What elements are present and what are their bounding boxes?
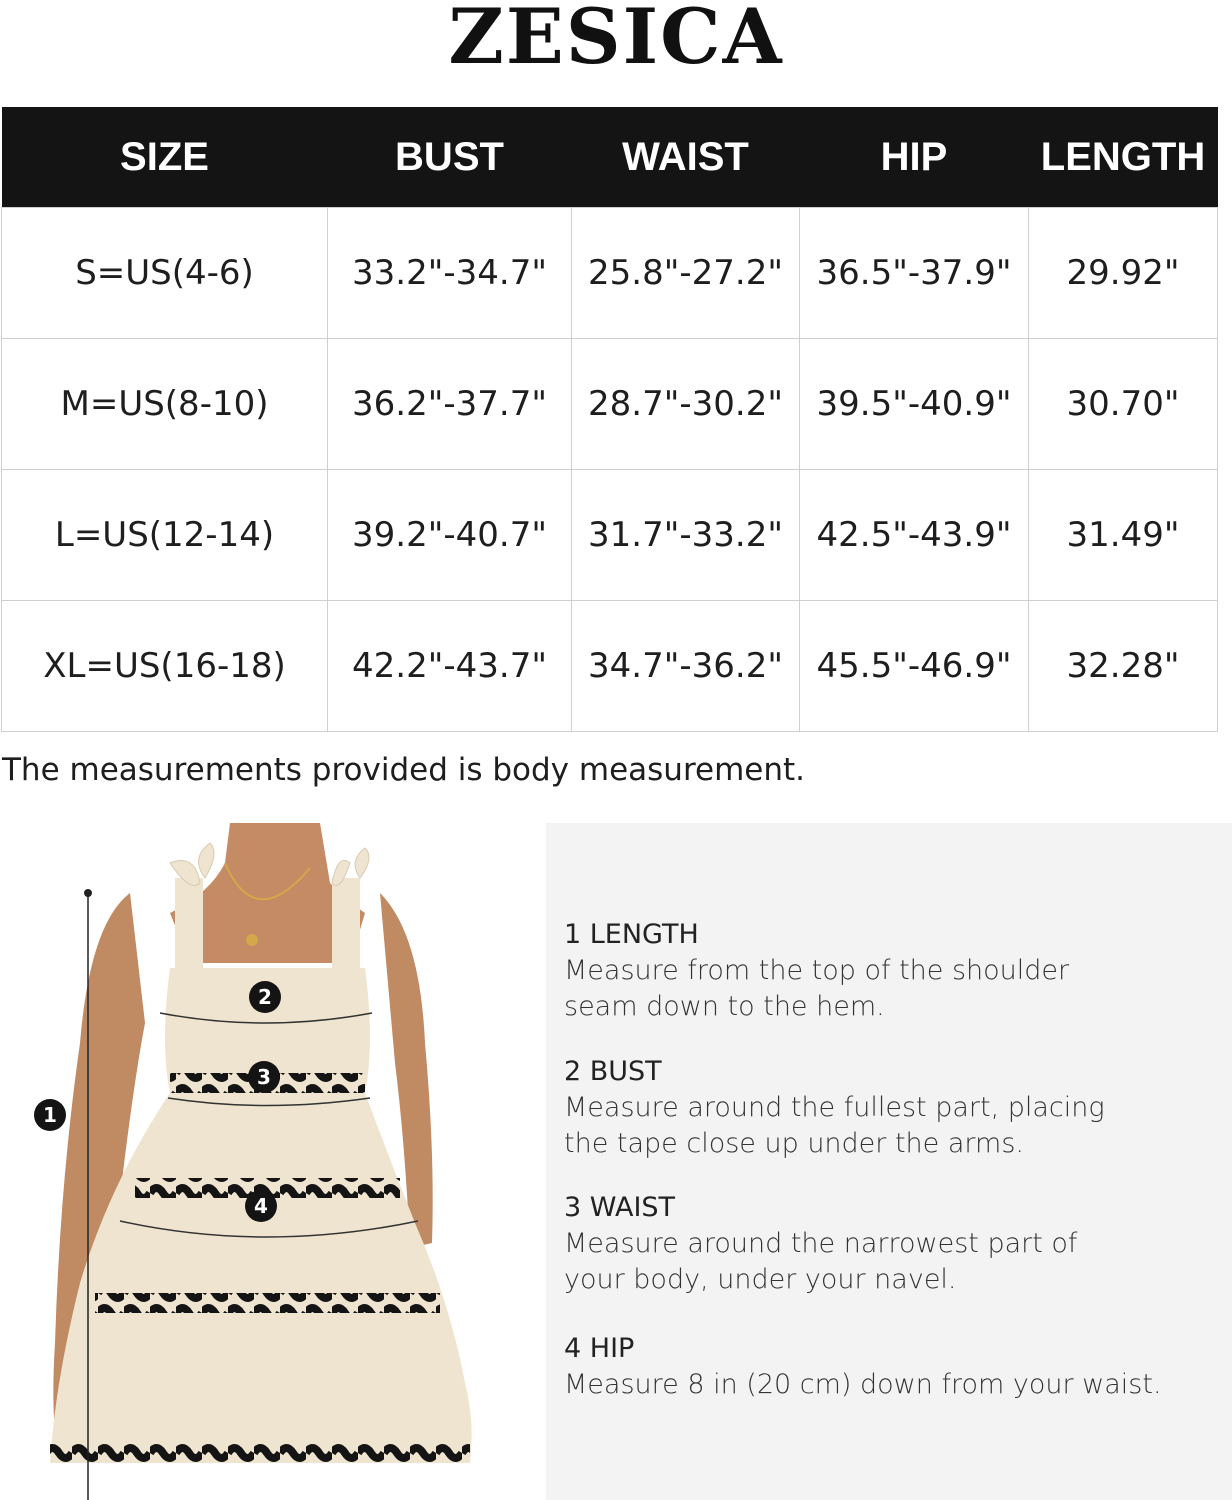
left-strap	[175, 878, 203, 978]
marker-3	[248, 1061, 280, 1093]
cell-size: XL=US(16-18)	[2, 601, 328, 732]
cell-hip: 42.5"-43.9"	[800, 470, 1029, 601]
measurement-guide-panel	[546, 823, 1232, 1500]
header-length: LENGTH	[1029, 107, 1218, 208]
cell-hip: 36.5"-37.9"	[800, 208, 1029, 339]
table-row	[2, 339, 1218, 470]
header-hip: HIP	[800, 107, 1029, 208]
guide-hip-line-1: Measure 8 in (20 cm) down from your waist.	[564, 1369, 1162, 1400]
size-chart-table	[1, 107, 1218, 732]
guide-hip-title: 4 HIP	[564, 1333, 635, 1364]
cell-size: L=US(12-14)	[2, 470, 328, 601]
guide-waist-line-1: Measure around the narrowest part of	[564, 1228, 1078, 1259]
header-bust: BUST	[328, 107, 572, 208]
guide-length-line-1: Measure from the top of the shoulder	[564, 955, 1070, 986]
table-row	[2, 601, 1218, 732]
marker-2	[249, 981, 281, 1013]
cell-bust: 33.2"-34.7"	[328, 208, 572, 339]
guide-bust	[564, 1054, 1204, 1162]
guide-length-line-2: seam down to the hem.	[564, 991, 885, 1022]
marker-1	[34, 1099, 66, 1131]
cell-size: S=US(4-6)	[2, 208, 328, 339]
brand-logo: ZESICA	[448, 0, 784, 81]
cell-bust: 39.2"-40.7"	[328, 470, 572, 601]
guide-bust-title: 2 BUST	[564, 1056, 662, 1087]
guide-hip	[564, 1331, 1204, 1403]
guide-length	[564, 917, 1204, 1025]
guide-bust-line-1: Measure around the fullest part, placing	[564, 1092, 1105, 1123]
cell-length: 32.28"	[1029, 601, 1218, 732]
cell-length: 29.92"	[1029, 208, 1218, 339]
svg-text:1: 1	[43, 1103, 57, 1127]
cell-waist: 28.7"-30.2"	[572, 339, 800, 470]
right-strap	[332, 878, 360, 978]
cell-bust: 36.2"-37.7"	[328, 339, 572, 470]
cell-length: 30.70"	[1029, 339, 1218, 470]
cell-length: 31.49"	[1029, 470, 1218, 601]
header-waist: WAIST	[572, 107, 800, 208]
guide-waist	[564, 1190, 1204, 1298]
trim-hem	[50, 1443, 470, 1463]
cell-waist: 25.8"-27.2"	[572, 208, 800, 339]
trim-tier-2	[95, 1293, 440, 1313]
cell-hip: 39.5"-40.9"	[800, 339, 1029, 470]
measurement-note: The measurements provided is body measurement.	[2, 752, 806, 788]
cell-hip: 45.5"-46.9"	[800, 601, 1029, 732]
table-row	[2, 470, 1218, 601]
table-row	[2, 208, 1218, 339]
dress-illustration	[20, 823, 490, 1500]
marker-4	[245, 1190, 277, 1222]
cell-size: M=US(8-10)	[2, 339, 328, 470]
svg-text:2: 2	[258, 985, 272, 1009]
cell-bust: 42.2"-43.7"	[328, 601, 572, 732]
svg-text:4: 4	[254, 1194, 268, 1218]
svg-text:3: 3	[257, 1065, 271, 1089]
guide-waist-title: 3 WAIST	[564, 1192, 676, 1223]
cell-waist: 34.7"-36.2"	[572, 601, 800, 732]
cell-waist: 31.7"-33.2"	[572, 470, 800, 601]
table-header-row	[2, 107, 1218, 208]
guide-length-title: 1 LENGTH	[564, 919, 699, 950]
header-size: SIZE	[2, 107, 328, 208]
guide-bust-line-2: the tape close up under the arms.	[564, 1128, 1024, 1159]
guide-waist-line-2: your body, under your navel.	[564, 1264, 957, 1295]
